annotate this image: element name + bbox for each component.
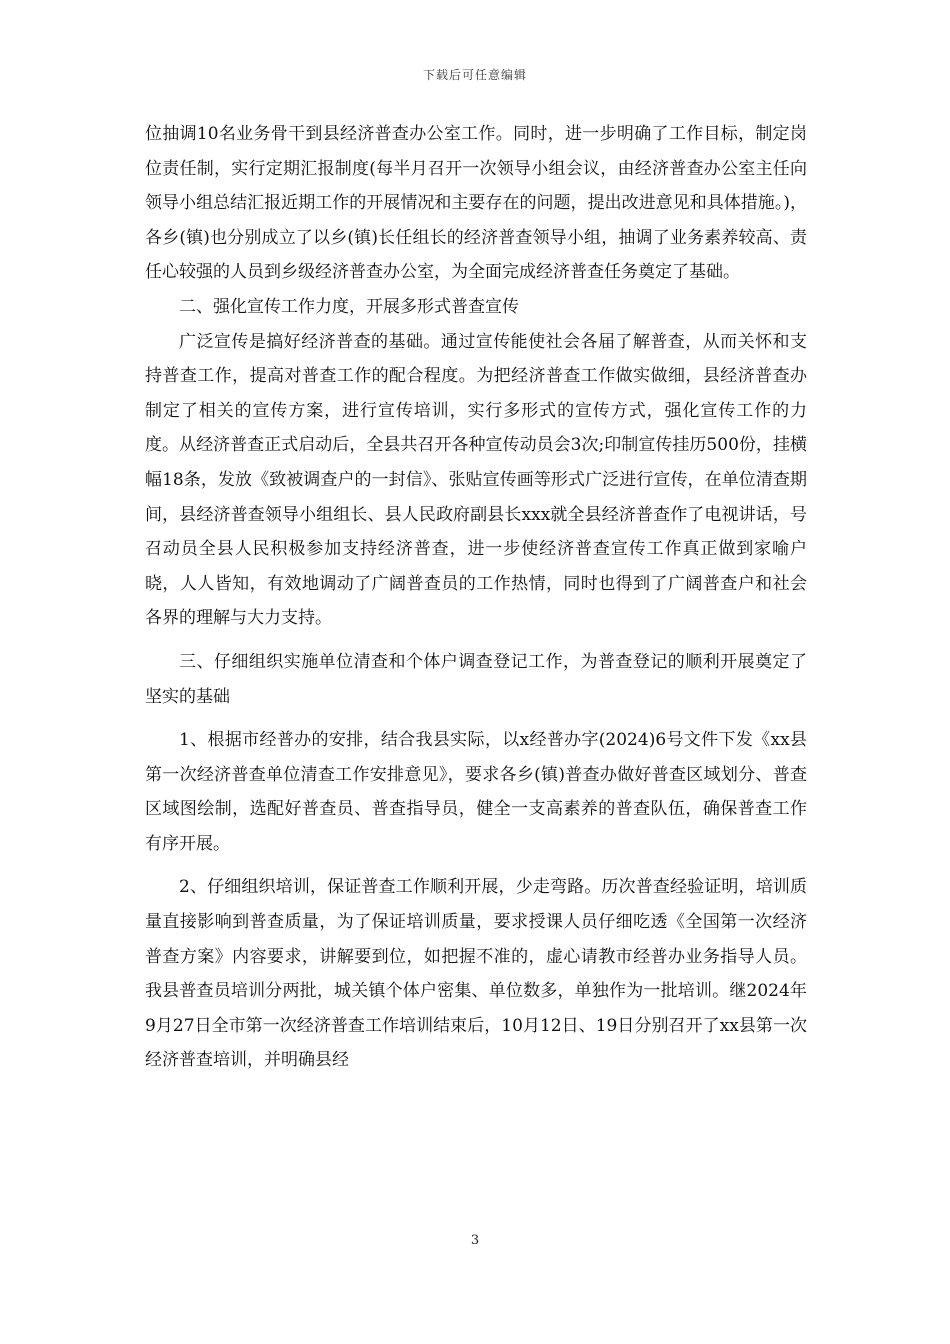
section-heading-2: 二、强化宣传工作力度，开展多形式普查宣传 (179, 296, 519, 317)
paragraph-continuation: 位抽调10名业务骨干到县经济普查办公室工作。同时，进一步明确了工作目标，制定岗位责任制，实行定期汇报制度(每半月召开一次领导小组会议，由经济普查办公室主任向领导小组总结汇报近期工作的开展情况和主要存在的问题，提出改进意见和具体措施。)，各乡(镇)也分别成立了以乡(镇)长任组长的经济普查领导小组，抽调了业务素养较高、责任心较强的人员到乡级经济普查办公室，为全面完成经济普查任务奠定了基础。 (145, 124, 807, 283)
page-number: 3 (470, 1233, 480, 1248)
paragraph-publicity: 广泛宣传是搞好经济普查的基础。通过宣传能使社会各届了解普查，从而关怀和支持普查工作，提高对普查工作的配合程度。为把经济普查工作做实做细，县经济普查办制定了相关的宣传方案，进行宣传培训，实行多形式的宣传方式，强化宣传工作的力度。从经济普查正式启动后，全县共召开各种宣传动员会3次;印制宣传挂历500份，挂横幅18条，发放《致被调查户的一封信》、张贴宣传画等形式广泛进行宣传，在单位清查期间，县经济普查领导小组组长、县人民政府副县长xxx就全县经济普查作了电视讲话，号召动员全县人民积极参加支持经济普查，进一步使经济普查宣传工作真正做到家喻户晓，人人皆知，有效地调动了广阔普查员的工作热情，同时也得到了广阔普查户和社会各界的理解与大力支持。 (145, 331, 807, 629)
paragraph-item-1: 1、根据市经普办的安排，结合我县实际，以x经普办字(2024)6号文件下发《xx县第一次经济普查单位清查工作安排意见》，要求各乡(镇)普查办做好普查区域划分、普查区域图绘制，选配好普查员、普查指导员，健全一支高素养的普查队伍，确保普查工作有序开展。 (145, 730, 807, 854)
page-header: 下载后可任意编辑 (422, 68, 527, 82)
document-body (145, 117, 807, 1078)
section-heading-3: 三、仔细组织实施单位清查和个体户调查登记工作，为普查登记的顺利开展奠定了坚实的基础 (145, 651, 807, 707)
paragraph-item-2: 2、仔细组织培训，保证普查工作顺利开展，少走弯路。历次普查经验证明，培训质量直接影响到普查质量，为了保证培训质量，要求授课人员仔细吃透《全国第一次经济普查方案》内容要求，讲解要到位，如把握不准的，虚心请教市经普办业务指导人员。我县普查员培训分两批，城关镇个体户密集、单位数多，单独作为一批培训。继2024年9月27日全市第一次经济普查工作培训结束后，10月12日、19日分别召开了xx县第一次经济普查培训，并明确县经 (145, 877, 807, 1071)
